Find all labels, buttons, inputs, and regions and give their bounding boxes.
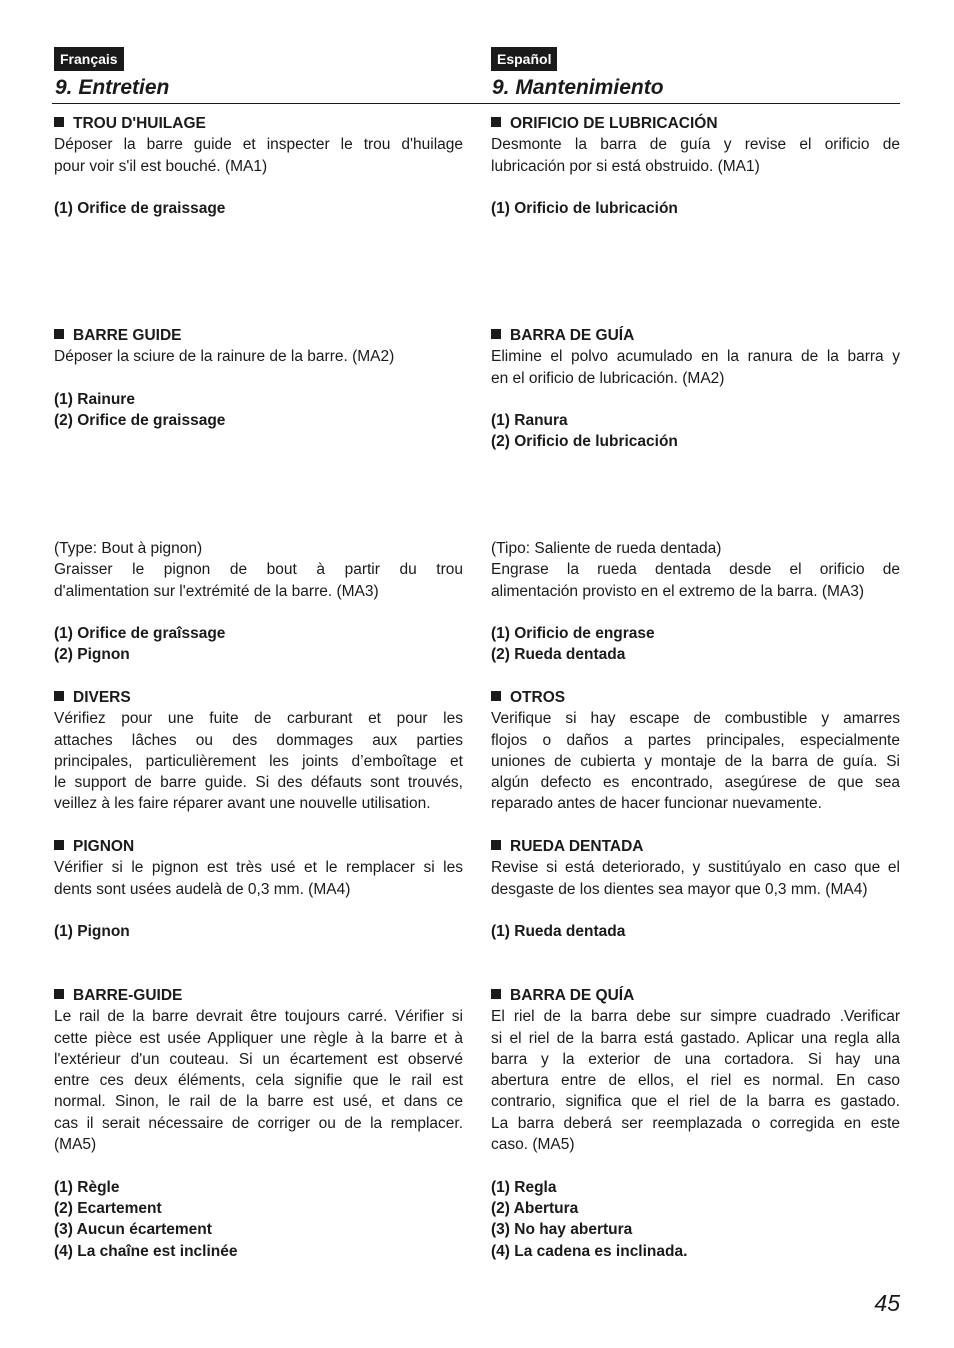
body-line: Le rail de la barre devrait être toujours carré. Vérifier si (54, 1008, 463, 1026)
body-line: El riel de la barra debe sur simpre cuadrado .Verificar (491, 1008, 900, 1026)
body-line: si el riel de la barra está gastado. Aplicar una regla alla (491, 1029, 900, 1047)
body-line: entre ces deux éléments, cela signifie que le rail est (54, 1072, 463, 1090)
section-guide-bar-fr (54, 325, 463, 431)
section-misc-fr (54, 687, 463, 815)
square-bullet-icon (54, 989, 64, 999)
body-line: normal. Sinon, le rail de la barre est usé, et dans ce (54, 1093, 463, 1111)
body-line: lubricación por si está obstruido. (MA1) (491, 157, 760, 175)
figure-caption: (2) Pignon (54, 646, 130, 664)
section-sprocket-nose-fr (54, 538, 463, 666)
square-bullet-icon (491, 691, 501, 701)
section-guide-bar-es (491, 325, 900, 453)
body-line: La barra deberá ser reemplazada o corregida en este (491, 1114, 900, 1132)
body-line: abertura entre de ellos, el riel es normal. En caso (491, 1072, 900, 1090)
figure-caption: (4) La cadena es inclinada. (491, 1242, 688, 1260)
figure-caption: (1) Orificio de engrase (491, 625, 655, 643)
section-oil-hole-es (491, 113, 900, 219)
section-title-spanish: 9. Mantenimiento (492, 76, 664, 99)
figure-caption: (3) No hay abertura (491, 1221, 633, 1239)
body-line: Vérifier si le pignon est très usé et le remplacer si les (54, 859, 463, 877)
figure-caption: (1) Rainure (54, 390, 135, 408)
body-line: d'alimentation sur l'extrémité de la barre. (MA3) (54, 582, 379, 600)
body-line: attaches lâches ou des dommages aux parties (54, 731, 463, 749)
section-heading: DIVERS (54, 687, 463, 708)
section-heading: PIGNON (54, 836, 463, 857)
body-line: Revise si está deteriorado, y sustitúyalo en caso que el (491, 859, 900, 877)
section-heading: ORIFICIO DE LUBRICACIÓN (491, 113, 900, 134)
figure-caption: (1) Orifice de graissage (54, 200, 226, 218)
figure-caption: (2) Orifice de graissage (54, 412, 226, 430)
body-line: reparado antes de hacer funcionar nuevamente. (491, 795, 822, 813)
figure-caption: (1) Rueda dentada (491, 923, 626, 941)
body-line: Desmonte la barra de guía y revise el orificio de (491, 136, 900, 154)
square-bullet-icon (54, 691, 64, 701)
section-heading: BARRA DE GUÍA (491, 325, 900, 346)
figure-caption: (1) Regla (491, 1178, 557, 1196)
square-bullet-icon (491, 117, 501, 127)
body-line: l'extérieur d'un couteau. Si un écartement est observé (54, 1050, 463, 1068)
section-oil-hole-fr (54, 113, 463, 219)
body-line: cas il serait nécessaire de corriger ou de la remplacer. (54, 1114, 463, 1132)
section-sprocket-es (491, 836, 900, 942)
body-line: desgaste de los dientes sea mayor que 0,3 mm. (MA4) (491, 880, 868, 898)
body-line: alimentación provisto en el extremo de la barra. (MA3) (491, 582, 865, 600)
body-line: dents sont usées audelà de 0,3 mm. (MA4) (54, 880, 351, 898)
header-divider (52, 103, 900, 104)
body-line: contrario, significa que el riel de la barra es gastado. (491, 1093, 900, 1111)
square-bullet-icon (491, 989, 501, 999)
square-bullet-icon (54, 329, 64, 339)
figure-caption: (1) Règle (54, 1178, 120, 1196)
figure-caption: (2) Ecartement (54, 1199, 162, 1217)
body-line: uniones de cubierta y montaje de la barra de guía. Si (491, 752, 900, 770)
section-heading: RUEDA DENTADA (491, 836, 900, 857)
square-bullet-icon (54, 117, 64, 127)
body-line: flojos o daños a partes principales, especialmente (491, 731, 900, 749)
figure-caption: (1) Orifice de graîssage (54, 625, 226, 643)
spanish-column (491, 0, 900, 1348)
section-guide-bar-rail-fr (54, 985, 463, 1262)
square-bullet-icon (491, 329, 501, 339)
figure-caption: (1) Ranura (491, 412, 568, 430)
section-misc-es (491, 687, 900, 815)
figure-caption: (2) Rueda dentada (491, 646, 626, 664)
french-column (54, 0, 463, 1348)
section-guide-bar-rail-es (491, 985, 900, 1262)
body-line: barra y la exterior de una cortadora. Si hay una (491, 1050, 900, 1068)
figure-caption: (4) La chaîne est inclinée (54, 1242, 238, 1260)
body-line: Graisser le pignon de bout à partir du trou (54, 561, 463, 579)
body-line: Verifique si hay escape de combustible y amarres (491, 710, 900, 728)
body-line: veillez à les faire réparer avant une nouvelle utilisation. (54, 795, 431, 813)
body-line: Elimine el polvo acumulado en la ranura de la barra y (491, 348, 900, 366)
figure-caption: (2) Abertura (491, 1199, 579, 1217)
section-heading: BARRE GUIDE (54, 325, 463, 346)
body-line: (MA5) (54, 1136, 97, 1154)
body-line: Déposer la barre guide et inspecter le trou d'huilage (54, 136, 463, 154)
section-heading: BARRE-GUIDE (54, 985, 463, 1006)
figure-caption: (2) Orificio de lubricación (491, 433, 678, 451)
section-heading: TROU D'HUILAGE (54, 113, 463, 134)
body-line: en el orificio de lubricación. (MA2) (491, 369, 725, 387)
figure-caption: (1) Pignon (54, 923, 130, 941)
body-line: (Tipo: Saliente de rueda dentada) (491, 540, 722, 557)
body-line: le support de barre guide. Si des défauts sont trouvés, (54, 774, 463, 792)
body-line: Déposer la sciure de la rainure de la barre. (MA2) (54, 348, 395, 366)
body-line: cette pièce est usée Appliquer une règle à la barre et à (54, 1029, 463, 1047)
body-line: Vérifiez pour une fuite de carburant et pour les (54, 710, 463, 728)
section-sprocket-fr (54, 836, 463, 942)
page-number: 45 (874, 1290, 900, 1316)
section-sprocket-nose-es (491, 538, 900, 666)
body-line: (Type: Bout à pignon) (54, 540, 203, 557)
square-bullet-icon (491, 840, 501, 850)
section-heading: OTROS (491, 687, 900, 708)
section-title-french: 9. Entretien (55, 76, 170, 99)
body-line: Engrase la rueda dentada desde el orificio de (491, 561, 900, 579)
body-line: pour voir s'il est bouché. (MA1) (54, 157, 268, 175)
body-line: principales, particulièrement les joints d’emboîtage et (54, 752, 463, 770)
figure-caption: (1) Orificio de lubricación (491, 200, 678, 218)
language-tag-spanish: Español (491, 47, 557, 71)
figure-caption: (3) Aucun écartement (54, 1221, 212, 1239)
square-bullet-icon (54, 840, 64, 850)
body-line: caso. (MA5) (491, 1136, 575, 1154)
language-tag-french: Français (54, 47, 124, 71)
body-line: algún defecto es encontrado, asegúrese de que sea (491, 774, 900, 792)
section-heading: BARRA DE QUÍA (491, 985, 900, 1006)
